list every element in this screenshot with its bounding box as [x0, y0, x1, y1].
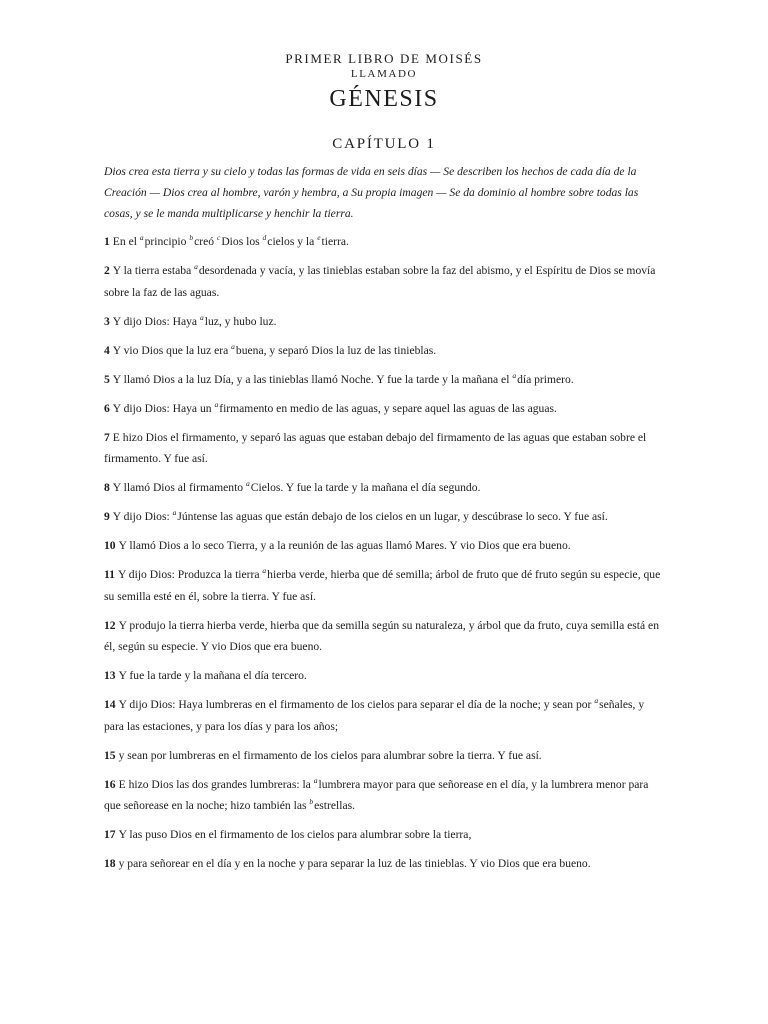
verse-text: hierba verde, hierba que dé semilla; árbol de fruto que dé fruto según su especie, que su semilla esté en él, sobre la tierra. Y fue así. — [104, 568, 661, 603]
verse-number[interactable]: 16 — [104, 777, 116, 791]
verse-text: tierra. — [321, 235, 349, 248]
verse-number[interactable]: 18 — [104, 857, 116, 870]
footnote-marker[interactable]: a — [214, 399, 219, 409]
verse-text: buena, y separó Dios la luz de las tinieblas. — [235, 343, 437, 357]
footnote-marker[interactable]: a — [313, 775, 318, 785]
verse-number[interactable]: 10 — [104, 539, 116, 552]
verse-number[interactable]: 9 — [104, 510, 110, 523]
verse-list — [104, 231, 664, 875]
footnote-marker[interactable]: d — [262, 233, 267, 242]
verse-text: señales, y para las estaciones, y para los días y para los años; — [104, 698, 645, 733]
footnote-marker[interactable]: b — [189, 233, 194, 242]
verse-text: estrellas. — [314, 799, 356, 812]
chapter-heading: CAPÍTULO 1 — [332, 136, 436, 152]
verse-number[interactable]: 17 — [104, 828, 116, 841]
verse-number[interactable]: 4 — [104, 343, 110, 357]
verse-text: Y vio Dios que la luz era — [112, 343, 232, 357]
book-name: GÉNESIS — [329, 86, 439, 112]
verse-text: Dios los — [221, 235, 263, 248]
verse — [104, 774, 664, 817]
verse — [104, 311, 664, 333]
verse-text: Y dijo Dios: Haya lumbreras en el firmamento de los cielos para separar el día de la noche; y sean por — [118, 698, 595, 711]
verse-text: y para señorear en el día y en la noche y para separar la luz de las tinieblas. Y vio Dios que era bueno. — [118, 857, 591, 870]
verse-number[interactable]: 1 — [104, 235, 110, 248]
verse-number[interactable]: 8 — [104, 481, 110, 494]
verse-text: E hizo Dios las dos grandes lumbreras: la — [118, 777, 314, 791]
verse-text: Cielos. Y fue la tarde y la mañana el día segundo. — [250, 481, 481, 494]
verse-text: Y produjo la tierra hierba verde, hierba que da semilla según su naturaleza, y árbol que da fruto, cuya semilla está en él, según su especie. Y vio Dios que era bueno. — [104, 618, 659, 653]
verse-text: Y dijo Dios: Haya — [112, 314, 200, 328]
footnote-marker[interactable]: a — [139, 233, 144, 242]
verse — [104, 231, 664, 253]
verse-number[interactable]: 5 — [104, 372, 110, 386]
verse-text: E hizo Dios el firmamento, y separó las aguas que estaban debajo del firmamento de las aguas que estaban sobre el firmamento. Y fue así. — [104, 430, 647, 465]
verse — [104, 564, 664, 607]
footnote-marker[interactable]: e — [317, 233, 321, 242]
book-called: LLAMADO — [350, 68, 418, 80]
verse-number[interactable]: 12 — [104, 618, 116, 632]
verse-text: Y llamó Dios a lo seco Tierra, y a la reunión de las aguas llamó Mares. Y vio Dios que era bueno. — [118, 539, 571, 552]
verse — [104, 398, 664, 420]
footnote-marker[interactable]: a — [172, 508, 177, 517]
verse-number[interactable]: 15 — [104, 748, 116, 762]
verse-text: Y dijo Dios: Produzca la tierra — [117, 568, 263, 581]
book-title: PRIMER LIBRO DE MOISÉS — [285, 51, 483, 66]
verse-text: luz, y hubo luz. — [204, 314, 277, 328]
footnote-marker[interactable]: a — [594, 696, 599, 705]
verse-number[interactable]: 3 — [104, 314, 110, 328]
verse-text: y sean por lumbreras en el firmamento de los cielos para alumbrar sobre la tierra. Y fue así. — [118, 748, 542, 762]
verse — [104, 369, 664, 391]
verse — [104, 694, 664, 737]
verse — [104, 745, 664, 767]
footnote-marker[interactable]: a — [199, 312, 204, 322]
verse-number[interactable]: 14 — [104, 698, 116, 711]
verse-text: Júntense las aguas que están debajo de los cielos en un lugar, y descúbrase lo seco. Y fue así. — [177, 510, 608, 523]
verse — [104, 853, 664, 875]
footnote-marker[interactable]: c — [216, 233, 221, 242]
footnote-marker[interactable]: a — [512, 370, 517, 380]
chapter-summary: Dios crea esta tierra y su cielo y todas las formas de vida en seis días — Se describen los hechos de cada día de la Creación — Dios crea al hombre, varón y hembra, a Su propia imagen — Se da dominio al hombre sobre todas las cosas, y se le manda multiplicarse y henchir la tierra. — [104, 165, 639, 220]
verse-text: día primero. — [517, 372, 574, 386]
verse-number[interactable]: 11 — [104, 568, 115, 581]
verse-text: Y llamó Dios a la luz Día, y a las tinieblas llamó Noche. Y fue la tarde y la mañana el — [112, 372, 513, 386]
verse — [104, 340, 664, 362]
verse — [104, 615, 664, 658]
footnote-marker[interactable]: a — [194, 262, 198, 271]
verse-text: creó — [194, 235, 217, 248]
verse-number[interactable]: 7 — [104, 430, 110, 444]
verse-text: cielos y la — [267, 235, 318, 248]
verse-number[interactable]: 13 — [104, 669, 116, 682]
verse — [104, 477, 664, 499]
verse-text: En el — [112, 235, 140, 248]
verse — [104, 506, 664, 528]
verse-number[interactable]: 6 — [104, 401, 110, 415]
footnote-marker[interactable]: a — [262, 566, 267, 575]
verse — [104, 260, 664, 303]
verse-number[interactable]: 2 — [104, 264, 110, 277]
verse-text: Y fue la tarde y la mañana el día tercero. — [118, 669, 307, 682]
verse-text: Y dijo Dios: — [112, 510, 173, 523]
verse-text: Y llamó Dios al firmamento — [112, 481, 246, 494]
verse-text: desordenada y vacía, y las tinieblas estaban sobre la faz del abismo, y el Espíritu de Dios se movía sobre la faz de las aguas. — [104, 264, 656, 299]
footnote-marker[interactable]: a — [231, 341, 235, 351]
verse — [104, 535, 664, 557]
verse-text: lumbrera mayor para que señorease en el día, y la lumbrera menor para que señorease en la noche; hizo también las — [104, 777, 649, 812]
verse-text: Y las puso Dios en el firmamento de los cielos para alumbrar sobre la tierra, — [118, 828, 472, 841]
verse-text: firmamento en medio de las aguas, y separe aquel las aguas de las aguas. — [219, 401, 557, 415]
verse — [104, 427, 664, 470]
footnote-marker[interactable]: a — [246, 479, 250, 488]
verse — [104, 665, 664, 687]
verse — [104, 824, 664, 846]
footnote-marker[interactable]: b — [309, 797, 314, 806]
verse-text: Y dijo Dios: Haya un — [112, 401, 215, 415]
verse-text: Y la tierra estaba — [112, 264, 195, 277]
verse-text: principio — [144, 235, 190, 248]
